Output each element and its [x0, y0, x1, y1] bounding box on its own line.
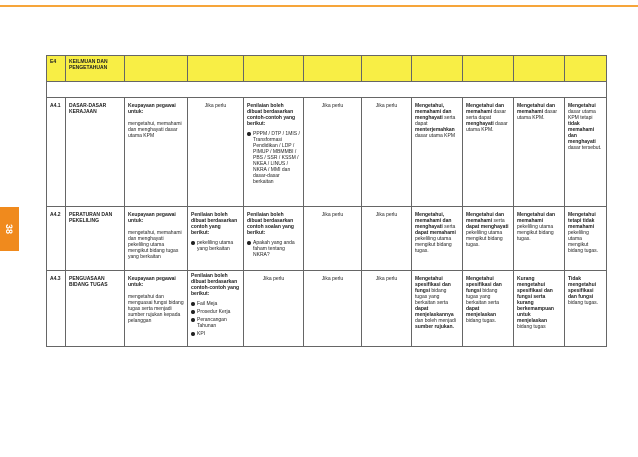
- page-number: 38: [4, 223, 15, 235]
- row-description: Keupayaan pegawai untuk: mengetahui dan menguasai fungsi bidang tugas serta menjadi sumber rujukan kepada pelanggan: [125, 271, 188, 347]
- table-row: [47, 271, 607, 347]
- row-description: Keupayaan pegawai untuk: mengetahui, memahami dan menghayati pekeliling utama mengikut bidang tugas yang berkaitan: [125, 207, 188, 271]
- level-cell: Mengetahui dan memahami dasar serta dapat menghayati dasar utama KPM.: [463, 98, 514, 207]
- level-cell: Tidak mengetahui spesifikasi dan fungsi bidang tugas.: [565, 271, 607, 347]
- criteria-cell: Jika perlu: [362, 98, 412, 207]
- level-cell: Mengetahui, memahami dan menghayati serta dapat memahami pekeliling utama mengikut bidang tugas.: [412, 207, 463, 271]
- list-item: Prosedur Kerja: [191, 309, 240, 315]
- row-code: A4.3: [47, 271, 66, 347]
- table-row: [47, 98, 607, 207]
- competency-table: [46, 55, 607, 347]
- criteria-cell: Penilaian boleh dibuat berdasarkan contoh yang berikut: pekeliling utama yang berkaitan: [188, 207, 244, 271]
- level-cell: Mengetahui, memahami dan menghayati serta dapat menterjemahkan dasar utama KPM: [412, 98, 463, 207]
- list-item: pekeliling utama yang berkaitan: [191, 240, 240, 252]
- top-rule: [0, 5, 638, 7]
- level-cell: Kurang mengetahui spesifikasi dan fungsi serta kurang berkemampuan untuk menjelaskan bidang tugas: [514, 271, 565, 347]
- level-cell: Mengetahui dan memahami pekeliling utama mengikut bidang tugas.: [514, 207, 565, 271]
- list-item: KPI: [191, 331, 240, 337]
- criteria-cell: Penilaian boleh dibuat berdasarkan contoh soalan yang berikut: Apakah yang anda faham tentang NKRA?: [244, 207, 304, 271]
- row-code: A4.2: [47, 207, 66, 271]
- level-cell: Mengetahui spesifikasi dan fungsi bidang tugas yang berkaitan serta dapat menjelaskan bidang tugas.: [463, 271, 514, 347]
- level-cell: Mengetahui spesifikasi dan fungsi bidang tugas yang berkaitan serta dapat menjelaskannya dan boleh menjadi sumber rujukan.: [412, 271, 463, 347]
- list-item: Apakah yang anda faham tentang NKRA?: [247, 240, 300, 258]
- table-row: [47, 207, 607, 271]
- section-code: E4: [47, 56, 66, 82]
- criteria-cell: Jika perlu: [304, 207, 362, 271]
- criteria-cell: Jika perlu: [362, 207, 412, 271]
- criteria-cell: Jika perlu: [304, 98, 362, 207]
- level-cell: Mengetahui dan memahami serta dapat menghayati pekeliling utama mengikut bidang tugas.: [463, 207, 514, 271]
- row-area: DASAR-DASAR KERAJAAN: [66, 98, 125, 207]
- criteria-cell: Penilaian boleh dibuat berdasarkan contoh-contoh yang berikut: Fail Meja Prosedur Kerja Perancangan Tahunan KPI: [188, 271, 244, 347]
- level-cell: Mengetahui dasar utama KPM tetapi tidak memahami dan menghayati dasar tersebut.: [565, 98, 607, 207]
- section-title: KEILMUAN DAN PENGETAHUAN: [66, 56, 125, 82]
- section-header-row: [47, 56, 607, 82]
- level-cell: Mengetahui tetapi tidak memahami pekeliling utama mengikut bidang tugas.: [565, 207, 607, 271]
- list-item: Fail Meja: [191, 301, 240, 307]
- criteria-cell: Jika perlu: [304, 271, 362, 347]
- criteria-cell: Jika perlu: [362, 271, 412, 347]
- criteria-cell: Jika perlu: [244, 271, 304, 347]
- row-area: PENGUASAAN BIDANG TUGAS: [66, 271, 125, 347]
- criteria-cell: Jika perlu: [188, 98, 244, 207]
- page-number-tab: [0, 207, 19, 251]
- row-description: Keupayaan pegawai untuk: mengetahui, memahami dan menghayati dasar utama KPM: [125, 98, 188, 207]
- list-item: PPPM / DTP / 1MIS / Transformasi Pendidikan / LDP / PIMUP / MBMMBI / PBS / SSR / KSSM / NKEA / LINUS / NKRA / MMI dan dasar-dasar berkaitan: [247, 131, 300, 185]
- row-area: PERATURAN DAN PEKELILING: [66, 207, 125, 271]
- list-item: Perancangan Tahunan: [191, 317, 240, 329]
- row-code: A4.1: [47, 98, 66, 207]
- criteria-cell: Penilaian boleh dibuat berdasarkan contoh-contoh yang berikut: PPPM / DTP / 1MIS / Transformasi Pendidikan / LDP / PIMUP / MBMMBI / PBS / SSR / KSSM / NKEA / LINUS / NKRA / MMI dan dasar-dasar berkaitan: [244, 98, 304, 207]
- level-cell: Mengetahui dan memahami dasar utama KPM.: [514, 98, 565, 207]
